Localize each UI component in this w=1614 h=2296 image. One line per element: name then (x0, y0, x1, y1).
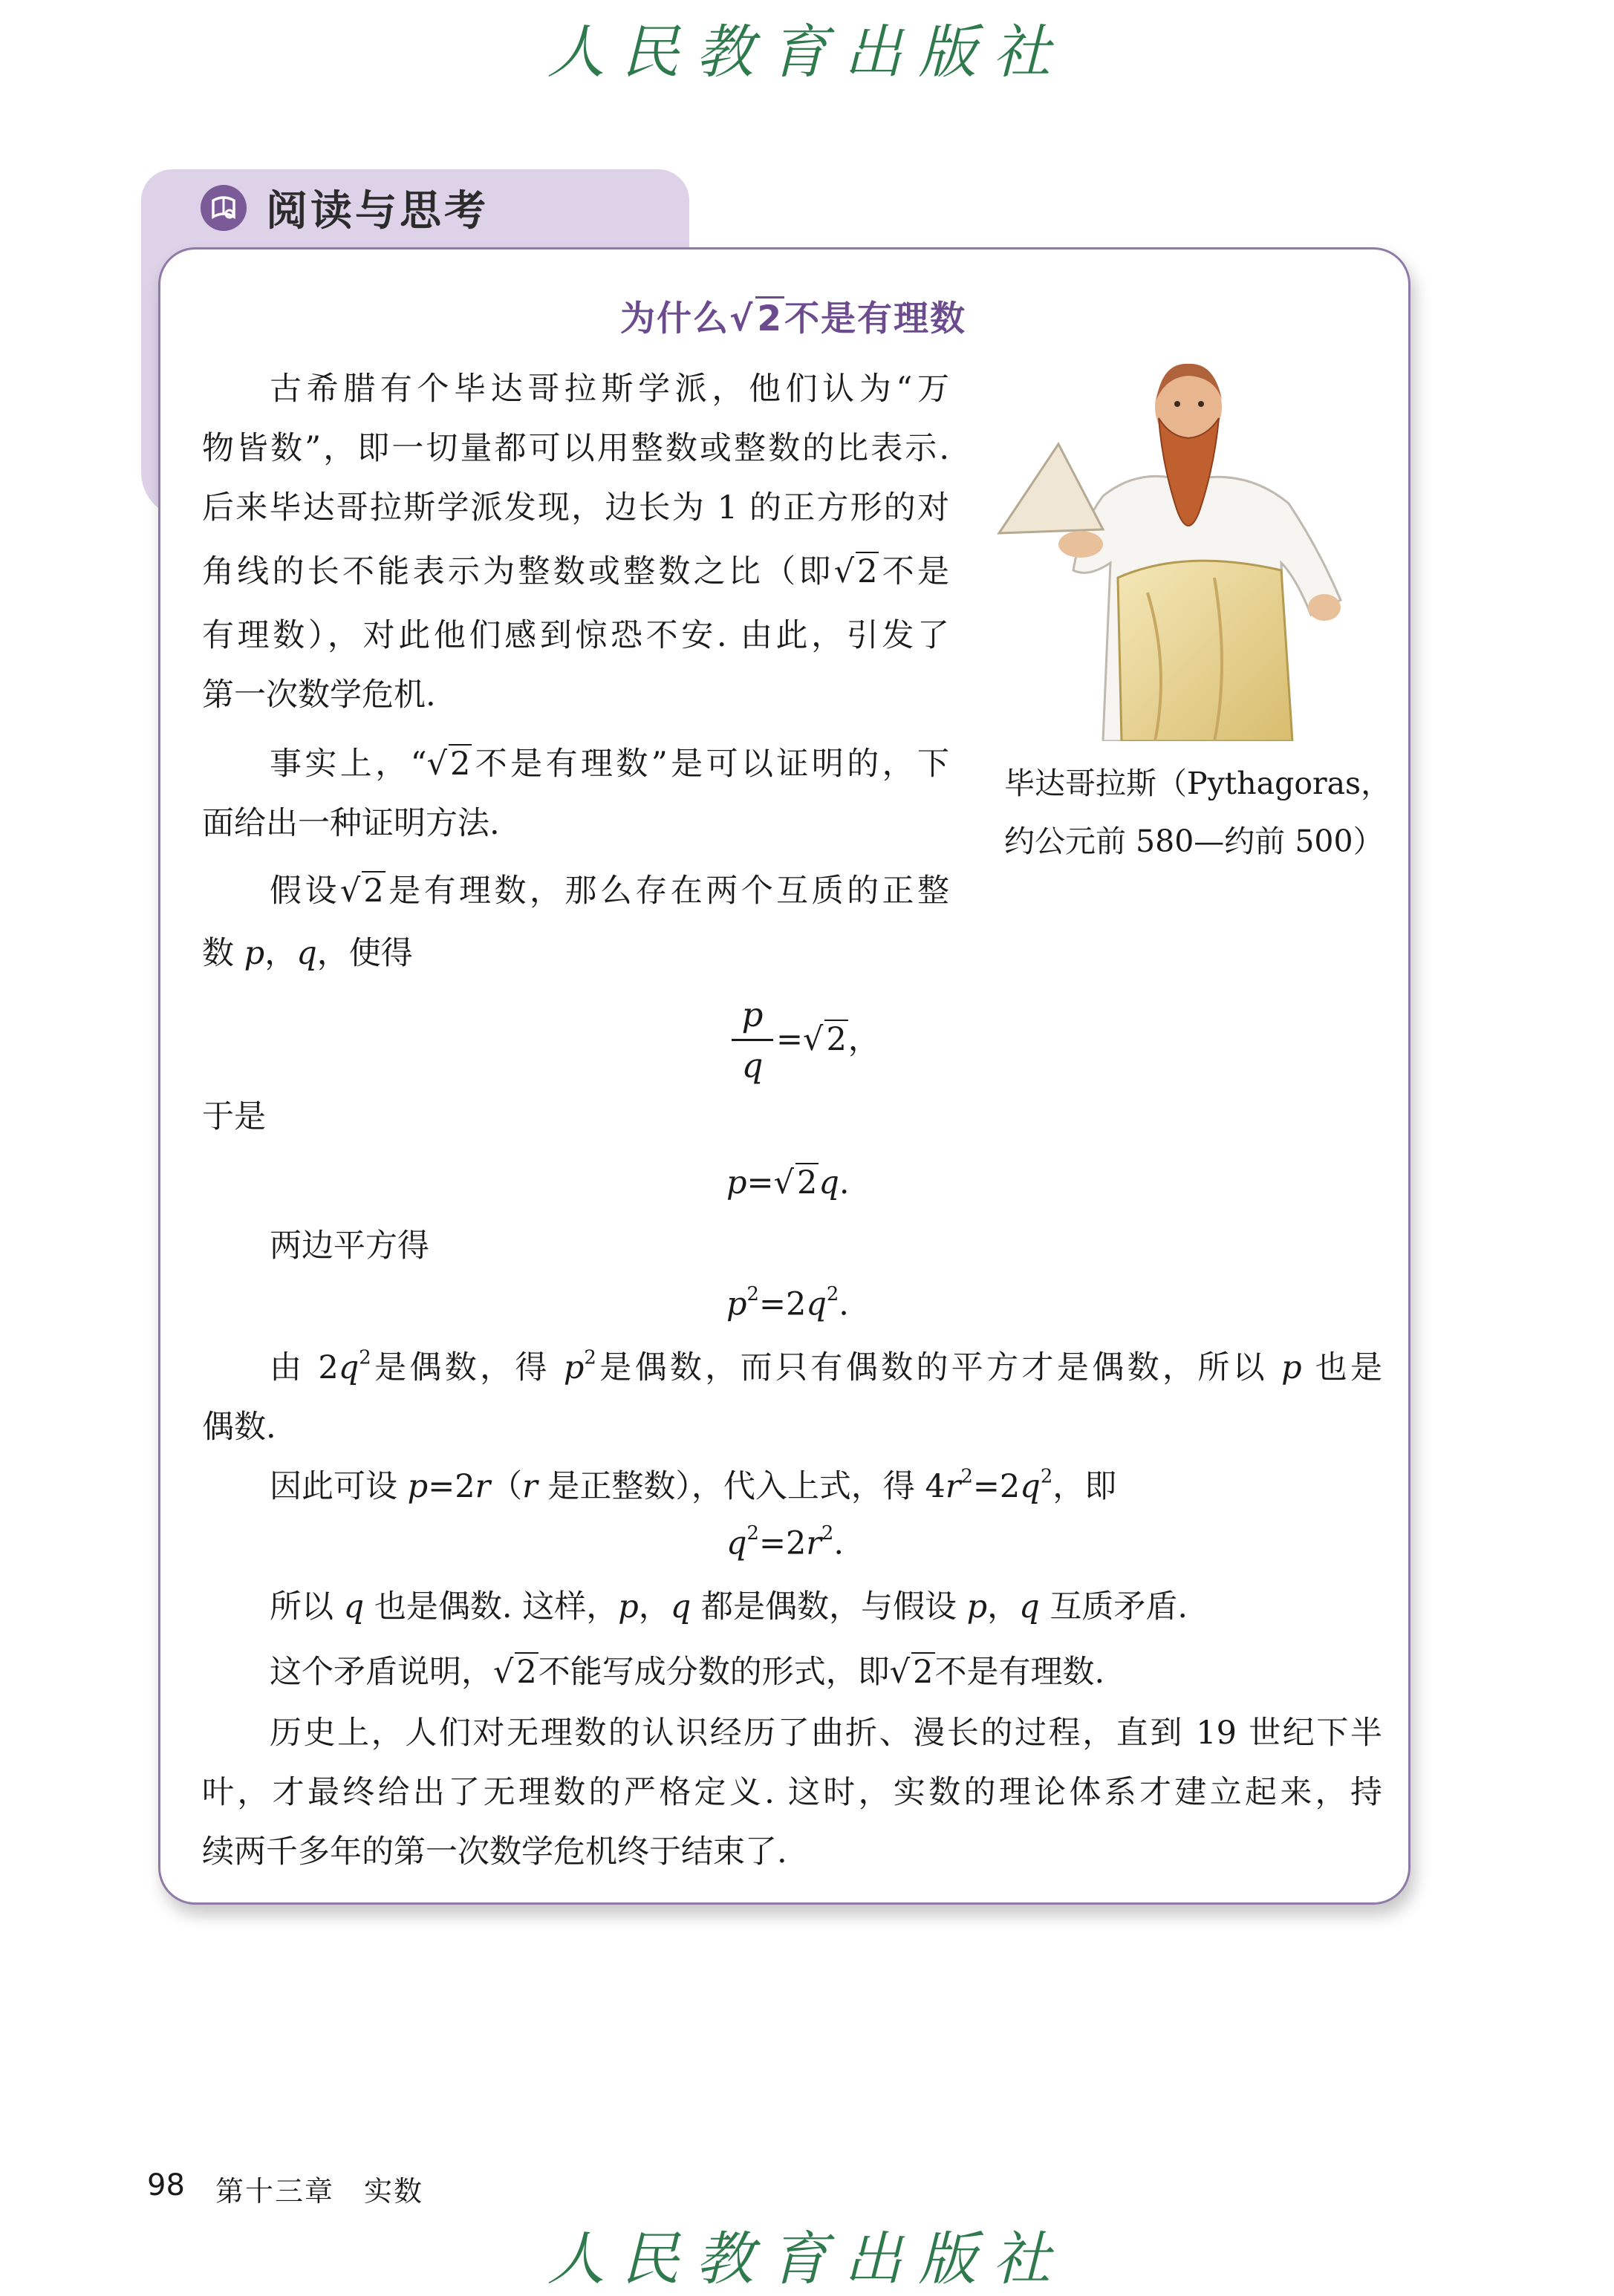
p7-line1: 这个矛盾说明，√2不能写成分数的形式，即√2不是有理数. (270, 1654, 1105, 1691)
portrait-caption-line2: 约公元前 580—约前 500） (1004, 824, 1384, 859)
publisher-logo-bottom: 人民教育出版社 (547, 2226, 1067, 2293)
portrait-caption-line1: 毕达哥拉斯（Pythagoras， (1004, 766, 1392, 801)
p3-line2: 数 p，q，使得 (202, 935, 413, 972)
section-header (201, 178, 489, 238)
p2-line2: 面给出一种证明方法. (202, 805, 500, 842)
p4-line1: 由 $2q^2$是偶数，得 $p^2$是偶数，而只有偶数的平方才是偶数，所以 p 也是 (270, 1346, 1382, 1386)
pythagoras-portrait (992, 355, 1389, 741)
p8-line2: 叶，才最终给出了无理数的严格定义. 这时，实数的理论体系才建立起来，持 (202, 1774, 1382, 1811)
text-square-both: 两边平方得 (270, 1227, 429, 1265)
p2-line1: 事实上，“√2不是有理数”是可以证明的，下 (270, 746, 950, 783)
p6-line1: 所以 q 也是偶数. 这样，p，q 都是偶数，与假设 p，q 互质矛盾. (270, 1588, 1188, 1625)
equation-3: $p^2=2q^2$. (726, 1283, 849, 1323)
article-title: 为什么√2不是有理数 (620, 291, 966, 341)
equation-fraction: p q (732, 995, 773, 1085)
equation-4: $q^2=2r^2$. (726, 1522, 844, 1562)
p1-line2: 物皆数”，即一切量都可以用整数或整数的比表示. (202, 430, 949, 467)
equation-2: p=√2q. (726, 1164, 850, 1201)
p1-line6: 第一次数学危机. (202, 676, 436, 714)
reading-icon (201, 185, 247, 231)
p1-line4: 角线的长不能表示为整数或整数之比（即√2不是 (202, 553, 950, 590)
publisher-logo-top: 人民教育出版社 (547, 19, 1067, 86)
section-label: 阅读与思考 (266, 187, 489, 235)
p1-line1: 古希腊有个毕达哥拉斯学派，他们认为“万 (270, 371, 949, 408)
p5-line1: 因此可设 p=2r（r 是正整数），代入上式，得 $4r^2=2q^2$，即 (270, 1465, 1117, 1505)
equation-1-rhs: =√2， (776, 1021, 880, 1058)
chapter-label: 第十三章 实数 (215, 2175, 424, 2208)
p8-line3: 续两千多年的第一次数学危机终于结束了. (202, 1833, 787, 1871)
p3-line1: 假设√2是有理数，那么存在两个互质的正整 (270, 873, 950, 910)
p1-line5: 有理数），对此他们感到惊恐不安. 由此，引发了 (202, 617, 949, 654)
page-number: 98 (147, 2168, 185, 2202)
text-thus: 于是 (202, 1098, 266, 1135)
p4-line2: 偶数. (202, 1409, 276, 1446)
p8-line1: 历史上，人们对无理数的认识经历了曲折、漫长的过程，直到 19 世纪下半 (270, 1715, 1382, 1752)
p1-line3: 后来毕达哥拉斯学派发现，边长为 1 的正方形的对 (202, 489, 949, 526)
